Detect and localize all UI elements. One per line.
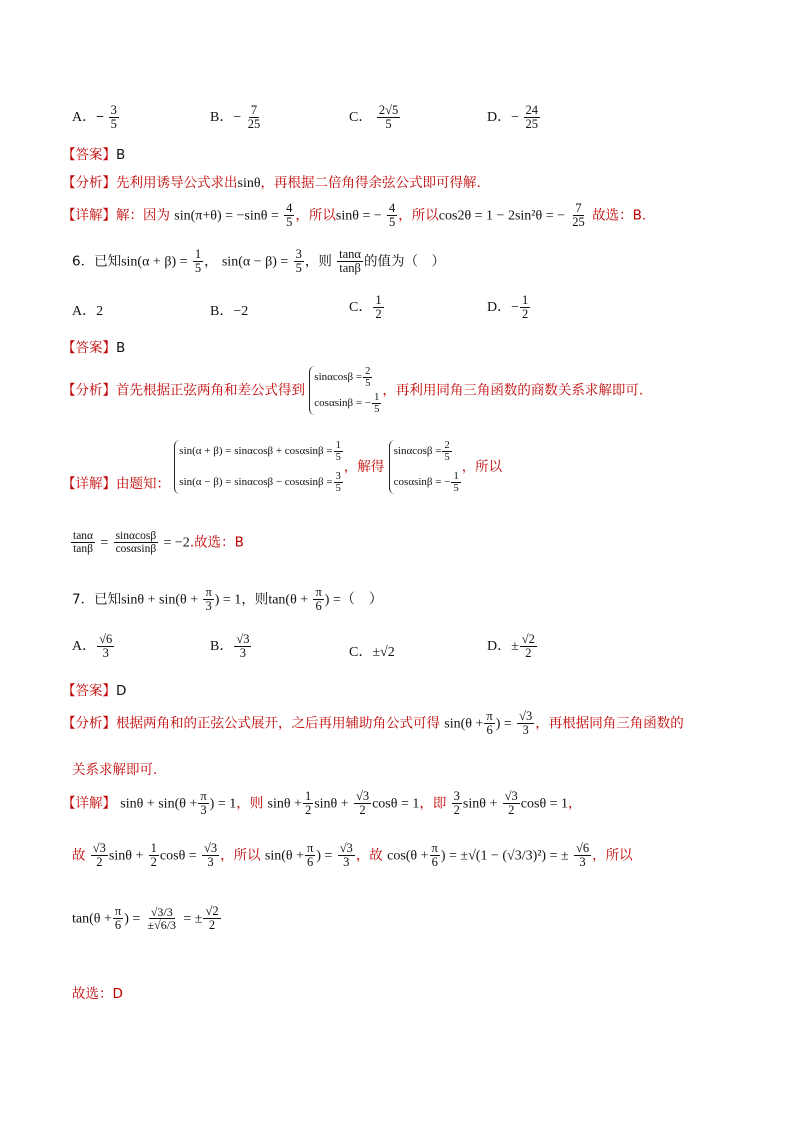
q7-analysis-line2: 关系求解即可. xyxy=(72,762,158,778)
q5-detail: 【详解】解：因为 sin(π+θ) = −sinθ = $\frac{4}{5}$ ，所以sinθ = − $\frac{4}{5}$ ，所以cos2θ = 1 − 2sin²θ = − $\frac{7}{25}$ 故选：B. xyxy=(62,201,647,230)
q7-option-a: A． $\frac{√6}{3}$ xyxy=(72,632,113,661)
q6-detail-line2: $\frac{\tan\alpha}{\tan\beta}$ = $\frac{\sin\alpha\cos\beta}{\cos\alpha\sin\beta}$ = −2.故选：B xyxy=(73,530,244,556)
q7-option-c: C．±√2 xyxy=(349,645,395,660)
q7-analysis: 【分析】根据两角和的正弦公式展开，之后再用辅助角公式可得 sin(θ + $\frac{\pi}{6}$ ) = $\frac{√3}{3}$ ，再根据同角三角函数的 xyxy=(62,709,684,738)
q6-option-d: D．− $\frac{1}{2}$ xyxy=(487,293,529,322)
q7-detail-line3: tan(θ + $\frac{\pi}{6}$ ) = $\frac{√3/3}{\pm√6/3}$ = ± $\frac{√2}{2}$ xyxy=(72,904,219,933)
q5-option-b: B．− $\frac{7}{25}$ xyxy=(210,103,261,132)
q6-detail: 【详解】由题知： sin(α + β) = sinαcosβ + cosαsinβ = $\frac{1}{5}$ sin(α − β) = sinαcosβ − cosαsinβ = $\frac{3}{5}$ ，解得 sinαcosβ = $\frac{2}{5}$ cosαsinβ = − $\frac{1}{5}$ ，所以 xyxy=(62,440,503,495)
q7-final: 故选：D xyxy=(72,986,123,1002)
q7-answer: 【答案】D xyxy=(62,683,127,699)
q7-detail-line1: 【详解】 sinθ + sin(θ + $\frac{\pi}{3}$ ) = 1，则 sinθ + $\frac{1}{2}$ sinθ + $\frac{√3}{2}$ cosθ = 1，即 $\frac{3}{2}$ sinθ + $\frac{√3}{2}$ cosθ = 1， xyxy=(62,789,582,818)
q7-option-d: D．± $\frac{√2}{2}$ xyxy=(487,632,535,661)
q5-option-c: C． $\frac{2√5}{5}$ xyxy=(349,103,399,132)
q5-analysis: 【分析】先利用诱导公式求出sinθ，再根据二倍角得余弦公式即可得解. xyxy=(62,175,481,191)
q7-option-b: B． $\frac{√3}{3}$ xyxy=(210,632,250,661)
q7-stem: 7．已知sinθ + sin(θ + $\frac{\pi}{3}$ ) = 1，则tan(θ + $\frac{\pi}{6}$ ) =（ ） xyxy=(72,585,383,614)
q6-answer: 【答案】B xyxy=(62,340,126,356)
q5-option-d: D．− $\frac{24}{25}$ xyxy=(487,103,539,132)
q6-option-a: A．2 xyxy=(72,304,104,319)
q6-stem: 6．已知sin(α + β) = $\frac{1}{5}$ ， sin(α − β) = $\frac{3}{5}$ ，则 $\frac{\tan\alpha}{\tan\beta}$ 的值为（ ） xyxy=(72,247,445,276)
q6-option-c: C． $\frac{1}{2}$ xyxy=(349,293,382,322)
q7-detail-line2: 故 $\frac{√3}{2}$ sinθ + $\frac{1}{2}$ cosθ = $\frac{√3}{3}$ ，所以 sin(θ + $\frac{\pi}{6}$ ) = $\frac{√3}{3}$ ，故 cos(θ + $\frac{\pi}{6}$ ) = ±√(1 − (√3/3)²) = ± $\frac{√6}{3}$ ，所以 xyxy=(72,841,633,870)
q6-analysis: 【分析】首先根据正弦两角和差公式得到 sinαcosβ = $\frac{2}{5}$ cosαsinβ = − $\frac{1}{5}$ ，再利用同角三角函数的商数关系求解即可. xyxy=(62,366,644,416)
q5-option-a: A．− $\frac{3}{5}$ xyxy=(72,103,117,132)
q6-option-b: B．−2 xyxy=(210,304,249,319)
q5-answer: 【答案】B xyxy=(62,147,126,163)
